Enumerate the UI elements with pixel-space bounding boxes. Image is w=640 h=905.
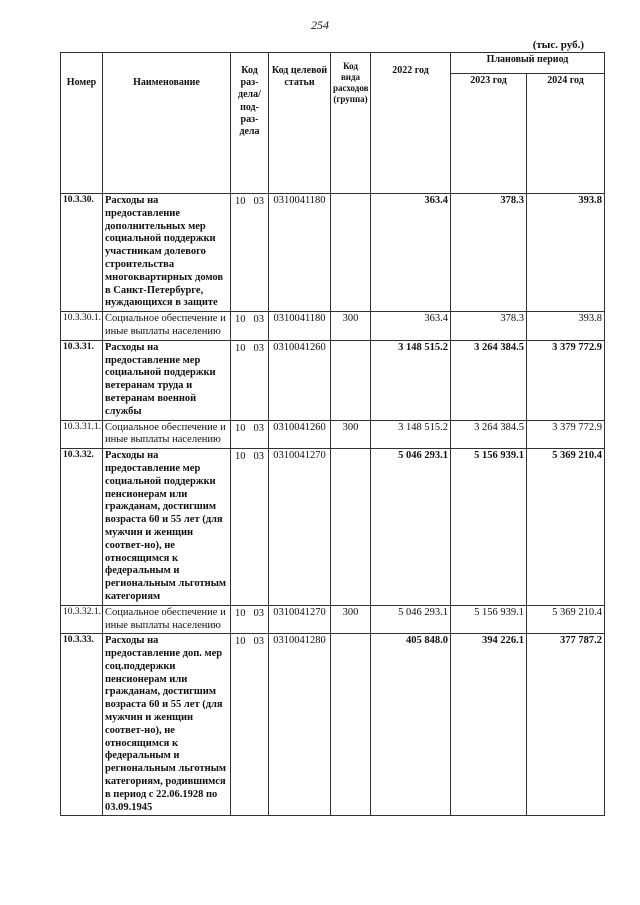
- row-2022: 405 848.0: [371, 634, 451, 816]
- page-number: 254: [311, 18, 329, 32]
- table-row: [61, 194, 605, 312]
- subsection-code: 03: [253, 451, 264, 463]
- subsection-code: 03: [253, 196, 264, 207]
- table-row: [61, 605, 605, 634]
- header-section-code: Код раз-дела/ под-раз-дела: [231, 53, 269, 194]
- row-2024: 393.8: [527, 312, 605, 341]
- row-expense-type: 300: [331, 420, 371, 449]
- row-2022: 3 148 515.2: [371, 340, 451, 420]
- row-2024: 393.8: [527, 194, 605, 312]
- budget-table: [60, 52, 605, 816]
- row-number: 10.3.32.1.: [61, 605, 103, 634]
- row-name: Расходы на предоставление дополнительных мер социальной поддержки участникам долевого строительства многоквартирных домов в Санкт-Петербурге, нуждающихся в защите: [103, 194, 231, 312]
- row-number: 10.3.32.: [61, 449, 103, 606]
- row-2023: 378.3: [451, 194, 527, 312]
- row-name: Расходы на предоставление доп. мер соц.поддержки пенсионерам или гражданам, достигшим возраста 60 и 55 лет (для мужчин и женщин соответ-но), не относящимся к федеральным и региональным льготным категориям, родившимся в период с 22.06.1928 по 03.09.1945: [103, 634, 231, 816]
- header-planning-period: Плановый период: [451, 53, 605, 74]
- section-code: 10: [235, 196, 246, 207]
- subsection-code: 03: [253, 636, 264, 648]
- row-section: [231, 194, 269, 312]
- header-target-code: Код целевой статьи: [269, 53, 331, 194]
- row-number: 10.3.33.: [61, 634, 103, 816]
- row-2022: 3 148 515.2: [371, 420, 451, 449]
- row-target-code: 0310041260: [269, 420, 331, 449]
- row-target-code: 0310041270: [269, 449, 331, 606]
- row-number: 10.3.30.1.: [61, 312, 103, 341]
- row-number: 10.3.31.: [61, 340, 103, 420]
- row-section: [231, 634, 269, 816]
- table-row: [61, 420, 605, 449]
- row-section: [231, 449, 269, 606]
- row-2022: 5 046 293.1: [371, 449, 451, 606]
- section-code: 10: [235, 314, 246, 326]
- row-number: 10.3.30.: [61, 194, 103, 312]
- row-target-code: 0310041180: [269, 312, 331, 341]
- row-expense-type: [331, 634, 371, 816]
- row-2023: 5 156 939.1: [451, 605, 527, 634]
- row-2024: 3 379 772.9: [527, 340, 605, 420]
- row-2024: 377 787.2: [527, 634, 605, 816]
- row-target-code: 0310041260: [269, 340, 331, 420]
- row-2023: 378.3: [451, 312, 527, 341]
- row-name: Социальное обеспечение и иные выплаты населению: [103, 312, 231, 341]
- header-expense-type-code: Код вида расходов (группа): [331, 53, 371, 194]
- row-name: Социальное обеспечение и иные выплаты населению: [103, 605, 231, 634]
- row-2022: 363.4: [371, 312, 451, 341]
- section-code: 10: [235, 342, 246, 354]
- subsection-code: 03: [253, 314, 264, 326]
- table-row: [61, 312, 605, 341]
- subsection-code: 03: [253, 607, 264, 619]
- header-year-2023: 2023 год: [451, 74, 527, 194]
- row-name: Социальное обеспечение и иные выплаты населению: [103, 420, 231, 449]
- row-2023: 3 264 384.5: [451, 420, 527, 449]
- row-2023: 5 156 939.1: [451, 449, 527, 606]
- row-2022: 5 046 293.1: [371, 605, 451, 634]
- row-expense-type: [331, 449, 371, 606]
- table-row: [61, 340, 605, 420]
- section-code: 10: [235, 636, 246, 648]
- header-year-2024: 2024 год: [527, 74, 605, 194]
- row-section: [231, 312, 269, 341]
- header-name: Наименование: [103, 53, 231, 194]
- row-2023: 394 226.1: [451, 634, 527, 816]
- row-section: [231, 605, 269, 634]
- header-year-2022: 2022 год: [371, 53, 451, 194]
- table-row: [61, 449, 605, 606]
- row-2023: 3 264 384.5: [451, 340, 527, 420]
- subsection-code: 03: [253, 422, 264, 434]
- row-name: Расходы на предоставление мер социальной поддержки пенсионерам или гражданам, достигшим возраста 60 и 55 лет (для мужчин и женщин соответ-но), не относящимся к федеральным и региональным льготным категориям: [103, 449, 231, 606]
- section-code: 10: [235, 422, 246, 434]
- row-2024: 3 379 772.9: [527, 420, 605, 449]
- section-code: 10: [235, 451, 246, 463]
- row-expense-type: [331, 194, 371, 312]
- row-expense-type: [331, 340, 371, 420]
- row-target-code: 0310041280: [269, 634, 331, 816]
- table-row: [61, 634, 605, 816]
- row-number: 10.3.31.1.: [61, 420, 103, 449]
- row-2022: 363.4: [371, 194, 451, 312]
- row-expense-type: 300: [331, 605, 371, 634]
- row-target-code: 0310041270: [269, 605, 331, 634]
- row-name: Расходы на предоставление мер социальной поддержки ветеранам труда и ветеранам военной службы: [103, 340, 231, 420]
- row-2024: 5 369 210.4: [527, 449, 605, 606]
- row-2024: 5 369 210.4: [527, 605, 605, 634]
- header-number: Номер: [61, 53, 103, 194]
- row-target-code: 0310041180: [269, 194, 331, 312]
- units-label: (тыс. руб.): [532, 39, 584, 51]
- subsection-code: 03: [253, 342, 264, 354]
- row-expense-type: 300: [331, 312, 371, 341]
- row-section: [231, 340, 269, 420]
- section-code: 10: [235, 607, 246, 619]
- row-section: [231, 420, 269, 449]
